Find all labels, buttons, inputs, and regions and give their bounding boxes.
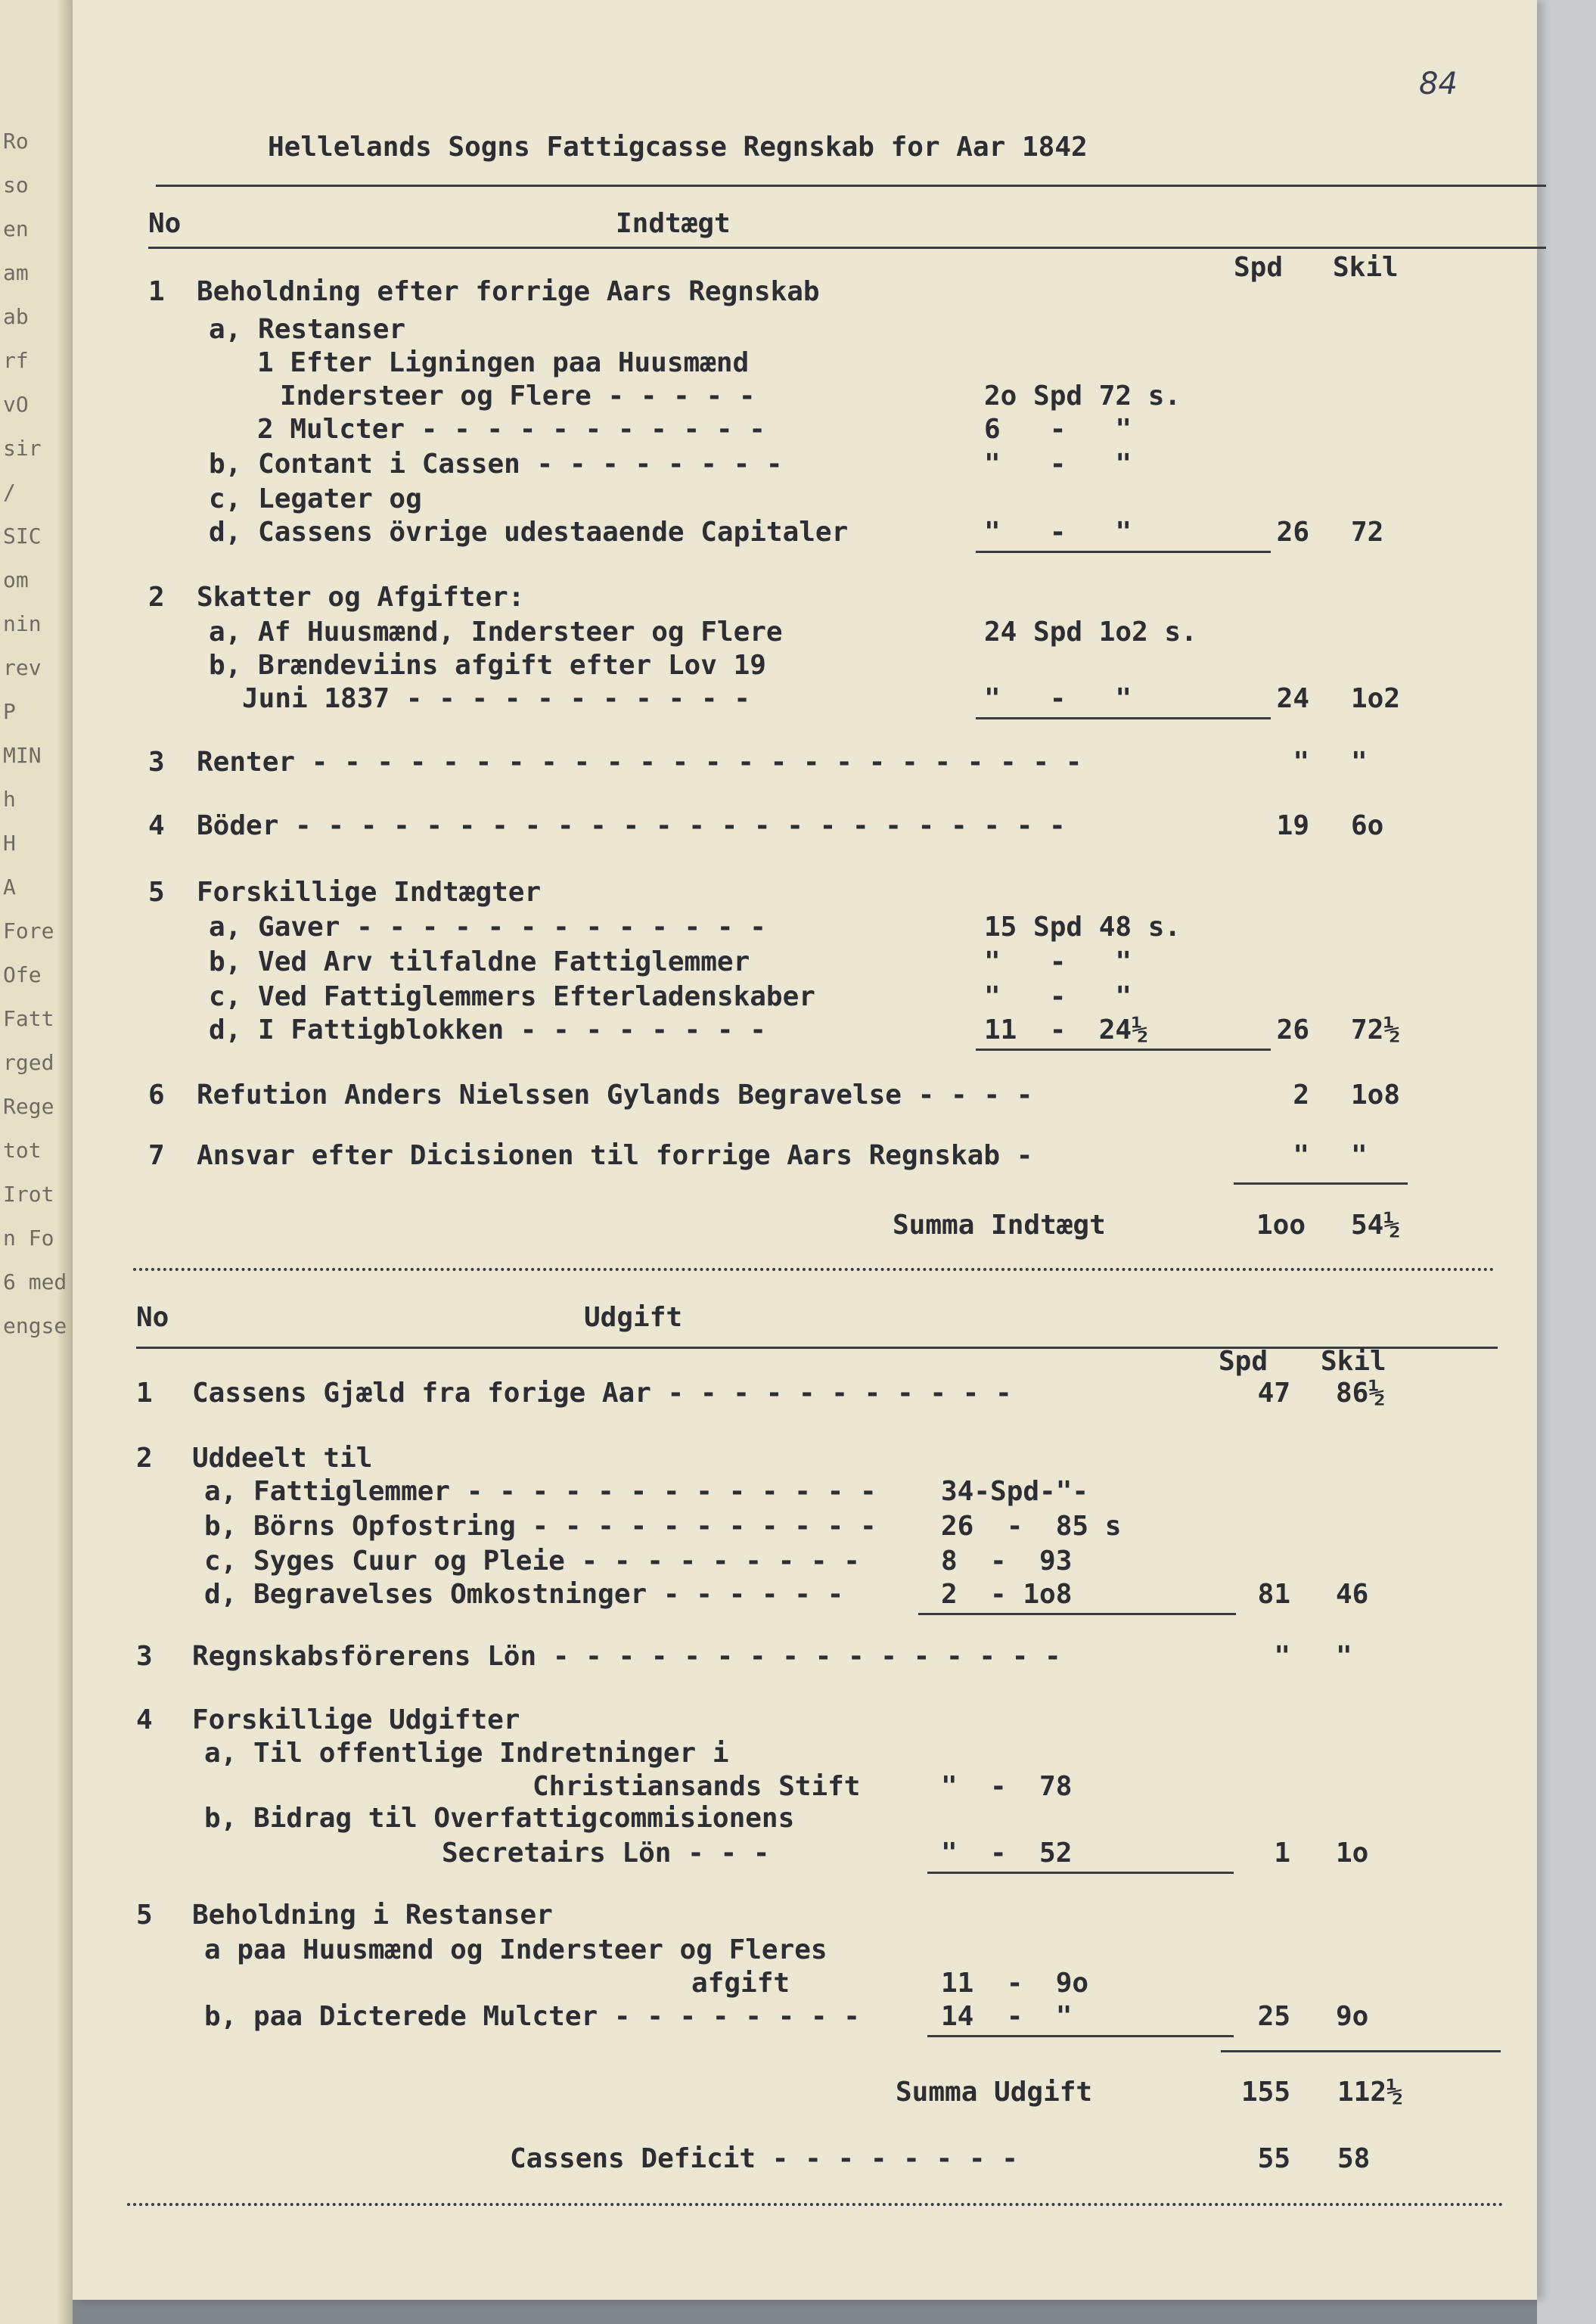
expense-row-skil: 46	[1336, 1579, 1369, 1610]
income-row-spd: 26	[1276, 517, 1309, 548]
income-row-number: 5	[148, 877, 165, 908]
facing-page-fragment: n Fo	[3, 1226, 54, 1251]
book-gutter	[57, 0, 73, 2324]
income-header-rule	[148, 247, 1546, 249]
income-row-skil: 1o2	[1351, 683, 1401, 714]
income-row-text: d, I Fattigblokken - - - - - - - -	[209, 1014, 766, 1045]
income-row-subamount: " - "	[984, 517, 1132, 548]
expense-row-subamount: " - 52	[941, 1838, 1073, 1869]
income-row-number: 7	[148, 1140, 165, 1171]
income-total-skil: 54½	[1351, 1210, 1401, 1241]
facing-page-fragment: om	[3, 567, 29, 592]
income-row-number: 1	[148, 276, 165, 307]
expense-row-text: b, paa Dicterede Mulcter - - - - - - - -	[204, 2001, 860, 2032]
facing-page-fragment: vO	[3, 392, 29, 417]
income-row-spd: "	[1293, 747, 1309, 778]
expense-row-text: d, Begravelses Omkostninger - - - - - -	[204, 1579, 844, 1610]
expense-row-text: afgift	[691, 1968, 790, 1999]
income-row-spd: "	[1293, 1140, 1309, 1171]
section-separator	[133, 1268, 1495, 1271]
expense-row-spd: 1	[1274, 1838, 1290, 1869]
income-row-text: b, Contant i Cassen - - - - - - - -	[209, 449, 783, 480]
ledger-sheet	[73, 0, 1537, 2300]
facing-page-fragment: rf	[3, 348, 29, 373]
income-row-text: a, Gaver - - - - - - - - - - - - -	[209, 912, 766, 943]
income-row-subamount: " - "	[984, 946, 1132, 977]
income-total-spd: 1oo	[1256, 1210, 1306, 1241]
expense-row-text: b, Bidrag til Overfattigcommisionens	[204, 1803, 795, 1834]
facing-page-fragment: SIC	[3, 524, 42, 548]
expense-row-text: Beholdning i Restanser	[192, 1900, 553, 1931]
facing-page-fragment: P	[3, 699, 16, 724]
facing-page-fragment: Fore	[3, 918, 54, 943]
income-no-label: No	[148, 208, 182, 239]
facing-page-fragment: so	[3, 172, 29, 197]
expense-row-text: a, Til offentlige Indretninger i	[204, 1738, 729, 1769]
expense-row-number: 4	[136, 1704, 153, 1735]
income-row-text: 2 Mulcter - - - - - - - - - - -	[257, 414, 765, 445]
expense-subtotal-rule	[927, 1872, 1234, 1874]
expense-row-text: Secretairs Lön - - -	[442, 1838, 770, 1869]
facing-page-fragment: Ro	[3, 129, 29, 154]
income-row-text: Refution Anders Nielssen Gylands Begravelse - - - -	[197, 1080, 1033, 1111]
expense-row-text: c, Syges Cuur og Pleie - - - - - - - - -	[204, 1546, 860, 1577]
income-row-number: 4	[148, 810, 165, 841]
expense-row-number: 1	[136, 1378, 153, 1409]
bottom-rule	[127, 2203, 1504, 2206]
income-row-text: c, Legater og	[209, 483, 422, 514]
income-row-text: b, Brændeviins afgift efter Lov 19	[209, 650, 766, 681]
income-subtotal-rule	[976, 717, 1271, 719]
expense-row-spd: 47	[1257, 1378, 1290, 1409]
scan-background	[1537, 0, 1596, 2324]
income-row-text: Böder - - - - - - - - - - - - - - - - - - - - - - - -	[197, 810, 1066, 841]
expense-row-spd: 81	[1257, 1579, 1290, 1610]
income-total-label: Summa Indtægt	[893, 1210, 1106, 1241]
income-row-spd: 19	[1276, 810, 1309, 841]
expense-row-subamount: 14 - "	[941, 2001, 1073, 2032]
expense-row-subamount: " - 78	[941, 1771, 1073, 1802]
expense-no-label: No	[136, 1302, 169, 1333]
expense-total-spd: 155	[1240, 2077, 1290, 2108]
expense-row-skil: 86½	[1336, 1378, 1386, 1409]
expense-row-text: Regnskabsförerens Lön - - - - - - - - - - - - - - - -	[192, 1641, 1061, 1672]
income-row-spd: 2	[1293, 1080, 1309, 1111]
facing-page-fragment: ab	[3, 304, 29, 329]
expense-total-skil: 112½	[1337, 2077, 1403, 2108]
expense-row-skil: "	[1336, 1641, 1352, 1672]
expense-row-skil: 1o	[1336, 1838, 1369, 1869]
facing-page-fragment: /	[3, 480, 16, 505]
income-row-text: Indersteer og Flere - - - - -	[280, 381, 756, 412]
income-row-text: Juni 1837 - - - - - - - - - - -	[242, 683, 750, 714]
income-subtotal-rule	[976, 1049, 1271, 1051]
income-row-text: 1 Efter Ligningen paa Huusmænd	[257, 347, 750, 378]
income-row-text: d, Cassens övrige udestaaende Capitaler	[209, 517, 849, 548]
expense-row-spd: "	[1274, 1641, 1290, 1672]
income-row-number: 2	[148, 582, 165, 613]
income-row-spd: 24	[1276, 683, 1309, 714]
income-row-skil: 72	[1351, 517, 1384, 548]
deficit-spd: 55	[1257, 2143, 1290, 2174]
facing-page-fragment: am	[3, 260, 29, 285]
expense-row-text: b, Börns Opfostring - - - - - - - - - - -	[204, 1511, 877, 1542]
expense-total-rule	[1221, 2050, 1501, 2052]
expense-row-text: Cassens Gjæld fra forige Aar - - - - - - - - - - -	[192, 1378, 1012, 1409]
income-row-text: c, Ved Fattiglemmers Efterladenskaber	[209, 981, 815, 1012]
income-row-number: 6	[148, 1080, 165, 1111]
expense-row-subamount: 26 - 85 s	[941, 1511, 1122, 1542]
income-row-text: Ansvar efter Dicisionen til forrige Aars Regnskab -	[197, 1140, 1033, 1171]
income-subtotal-rule	[976, 551, 1271, 553]
income-row-skil: "	[1351, 1140, 1368, 1171]
income-row-subamount: 24 Spd 1o2 s.	[984, 617, 1197, 648]
expense-total-label: Summa Udgift	[896, 2077, 1093, 2108]
expense-row-text: Forskillige Udgifter	[192, 1704, 520, 1735]
income-row-skil: "	[1351, 747, 1368, 778]
page-number: 84	[1419, 67, 1458, 101]
expense-row-subamount: 8 - 93	[941, 1546, 1073, 1577]
facing-page-fragment: nin	[3, 611, 42, 636]
income-heading: Indtægt	[616, 208, 731, 239]
income-row-subamount: 2o Spd 72 s.	[984, 381, 1181, 412]
facing-page-edge	[0, 0, 73, 2324]
title-rule	[156, 185, 1546, 187]
deficit-skil: 58	[1337, 2143, 1371, 2174]
income-row-text: b, Ved Arv tilfaldne Fattiglemmer	[209, 946, 750, 977]
expense-subtotal-rule	[927, 2035, 1234, 2037]
income-row-subamount: 15 Spd 48 s.	[984, 912, 1181, 943]
income-row-subamount: " - "	[984, 981, 1132, 1012]
facing-page-fragment: Ofe	[3, 962, 42, 987]
facing-page-fragment: h	[3, 787, 16, 812]
expense-row-text: Uddeelt til	[192, 1443, 373, 1474]
income-row-subamount: " - "	[984, 449, 1132, 480]
facing-page-fragment: Rege	[3, 1094, 54, 1119]
expense-col-spd: Spd	[1219, 1346, 1268, 1377]
facing-page-fragment: MIN	[3, 743, 42, 768]
income-row-skil: 6o	[1351, 810, 1384, 841]
income-row-subamount: 6 - "	[984, 414, 1132, 445]
expense-row-number: 5	[136, 1900, 153, 1931]
income-row-text: Beholdning efter forrige Aars Regnskab	[197, 276, 820, 307]
income-col-spd: Spd	[1234, 252, 1284, 283]
page-title: Hellelands Sogns Fattigcasse Regnskab for Aar 1842	[268, 132, 1088, 163]
expense-col-skil: Skil	[1321, 1346, 1386, 1377]
income-row-spd: 26	[1276, 1014, 1309, 1045]
facing-page-fragment: Fatt	[3, 1006, 54, 1031]
facing-page-fragment: A	[3, 875, 16, 899]
income-row-text: a, Restanser	[209, 314, 406, 345]
expense-row-number: 3	[136, 1641, 153, 1672]
income-row-number: 3	[148, 747, 165, 778]
expense-row-text: a paa Huusmænd og Indersteer og Fleres	[204, 1934, 827, 1965]
expense-row-skil: 9o	[1336, 2001, 1369, 2032]
income-row-text: a, Af Huusmænd, Indersteer og Flere	[209, 617, 783, 648]
income-total-rule	[1234, 1182, 1408, 1185]
facing-page-fragment: H	[3, 831, 16, 856]
facing-page-fragment: engse	[3, 1313, 67, 1338]
facing-page-fragment: rged	[3, 1050, 54, 1075]
expense-row-text: Christiansands Stift	[533, 1771, 861, 1802]
expense-subtotal-rule	[918, 1613, 1236, 1615]
facing-page-fragment: Irot	[3, 1182, 54, 1207]
expense-row-text: a, Fattiglemmer - - - - - - - - - - - - -	[204, 1476, 877, 1507]
income-row-subamount: " - "	[984, 683, 1132, 714]
facing-page-fragment: en	[3, 216, 29, 241]
expense-row-subamount: 34-Spd-"-	[941, 1476, 1089, 1507]
expense-row-subamount: 11 - 9o	[941, 1968, 1089, 1999]
income-row-skil: 1o8	[1351, 1080, 1401, 1111]
income-row-skil: 72½	[1351, 1014, 1401, 1045]
expense-row-spd: 25	[1257, 2001, 1290, 2032]
deficit-label: Cassens Deficit - - - - - - - -	[510, 2143, 1018, 2174]
income-col-skil: Skil	[1333, 252, 1399, 283]
income-row-subamount: 11 - 24½	[984, 1014, 1148, 1045]
facing-page-fragment: 6 med	[3, 1269, 67, 1294]
facing-page-fragment: tot	[3, 1138, 42, 1163]
facing-page-fragment: rev	[3, 655, 42, 680]
expense-row-subamount: 2 - 1o8	[941, 1579, 1073, 1610]
income-row-text: Renter - - - - - - - - - - - - - - - - - - - - - - - -	[197, 747, 1082, 778]
income-row-text: Skatter og Afgifter:	[197, 582, 525, 613]
expense-header-rule	[136, 1347, 1498, 1349]
expense-row-number: 2	[136, 1443, 153, 1474]
income-row-text: Forskillige Indtægter	[197, 877, 542, 908]
facing-page-fragment: sir	[3, 436, 42, 461]
expense-heading: Udgift	[584, 1302, 683, 1333]
